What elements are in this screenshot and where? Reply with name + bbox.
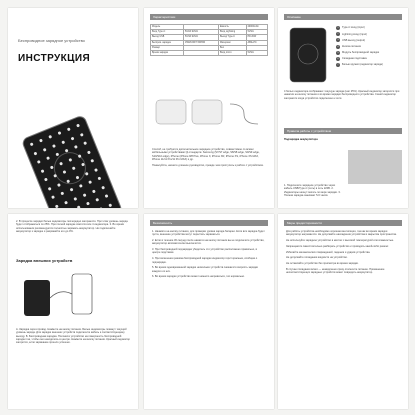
paragraph: Для работы устройства необходимо хорошая вентиляция, так как во время зарядки аккумулятор нагревается. Не допускайте нахождения устройства в закрытом пространстве. — [286, 230, 397, 237]
paragraph: 3. При беспроводной подзарядке убедитесь что устройство расположено правильно, в центре подставки. — [152, 248, 257, 255]
bank-dot — [70, 136, 74, 140]
paragraph: В случае попадания влаги — немедленно сразу отключите питание. Применение несоответствующих зарядных устройств может повредить аккумулятор. — [286, 268, 385, 275]
external-charging-heading: Зарядка внешних устройств — [16, 258, 73, 263]
cover-title: ИНСТРУКЦИЯ — [18, 53, 91, 64]
spec-cell: Модель — [151, 25, 184, 30]
part-number: 6 — [337, 57, 339, 60]
paragraph: 6. Во время зарядки устройство может немного нагреваться, это нормально. — [152, 275, 245, 279]
device-diagram — [284, 24, 332, 86]
bank-dot — [87, 150, 91, 154]
bank-dot — [60, 191, 64, 195]
bank-dot — [95, 198, 99, 202]
bank-dot — [88, 180, 92, 184]
charging-steps: 1. Подключите зарядное устройство через кабель USB/Type-C (сеть) в сеть 220В. 2. Индикаторы начнут мигать по мере зарядки. 3. Полная зарядка занимает 5-6 часов. — [284, 184, 341, 197]
part-number: 2 — [337, 33, 339, 36]
compatibility-paragraph: Способ, не требуется дополнительное зарядное устройство, совместимое со всеми мобильными устройствами Qi-стандарта: Samsung (S7/S7 edge, S8/S8 edge, S9/S9 edge, S10/S10 edge), iPhone (iPhone 8/8 Plus, iPhone X, iPhone XR, iPhone XS, iPhone XS MAX, iPhone 11/11 Pro/11 Pro MAX) и др. — [152, 148, 260, 161]
part-number: 5 — [337, 51, 339, 54]
bank-dot — [48, 135, 52, 139]
bank-dot — [101, 185, 105, 189]
wire-wireless-text: А. Зарядка через провод. Нажмите на кнопку питания. Белые индикаторы покажут текущий уровень заряда. Для зарядки внешних устройств подключите кабель к соответствующему выходу. Б. Беспроводная зарядка. Положите устройство на поверхность беспроводной зарядки так, чтобы оно находилось в центре. Нажмите на кнопку питания. Красный индикатор загорится, если заряжание прошло успешно. — [16, 328, 130, 345]
paragraph: 4. При включении режима беспроводной зарядки индикатор горит красным, сообщая о подзарядке. — [152, 257, 258, 264]
bank-dot — [51, 195, 55, 199]
charging-subheading: Подзарядка аккумулятора — [284, 138, 318, 141]
spec-cell: Время зарядки — [151, 50, 184, 55]
part-item — [336, 45, 406, 49]
spec-cell: 20000mAh — [246, 25, 267, 30]
spec-cell: Ёмкость — [219, 25, 247, 30]
specs-table — [150, 24, 268, 56]
bank-dot — [46, 156, 50, 160]
part-item — [336, 63, 406, 67]
description-page — [278, 8, 408, 208]
paragraph: 5. Во время одновременной зарядки нескольких устройств снижается скорость зарядки каждого из них. — [152, 266, 258, 273]
bank-dot — [108, 203, 112, 207]
indicators-text: 4 белых индикатора отображают текущую заряда (шаг 25%). Красный индикатор загорится при нажатии на кнопку питания и во время зарядки беспроводного устройства. Синий индикатор загорается когда устройство подключено к сети. — [284, 90, 400, 100]
spec-cell: 5V/2A 9V/2A — [183, 30, 218, 35]
bank-dot — [61, 140, 65, 144]
spec-row — [151, 50, 268, 55]
spec-cell: Вес — [219, 45, 247, 50]
bank-dot — [86, 202, 90, 206]
spec-cell: PD 20W — [246, 35, 267, 40]
safety-heading: Безопасность — [150, 220, 268, 226]
bank-dot — [92, 189, 96, 193]
spec-cell: 15W/10W/7.5W/5W — [183, 40, 218, 45]
paragraph: Не используйте зарядное устройство в местах с высокой температурой или влажностью. — [286, 239, 394, 243]
bank-dot — [64, 200, 68, 204]
part-label: Белые кружки (индикатор заряда) — [342, 63, 383, 67]
bank-dot — [76, 124, 80, 128]
part-item — [336, 51, 406, 55]
spec-cell: Беспров. зарядка — [151, 40, 184, 45]
bank-dot — [82, 193, 86, 197]
cable-illustration — [152, 96, 266, 128]
bank-dot — [90, 159, 94, 163]
spec-cell — [183, 50, 218, 55]
part-item — [336, 32, 406, 36]
part-number: 3 — [337, 39, 339, 42]
bank-dot — [79, 184, 83, 188]
part-number: 4 — [337, 45, 339, 48]
part-label: Складная подставка — [342, 57, 367, 61]
charging-photo — [348, 150, 402, 184]
spec-cell: ABS+PC — [246, 40, 267, 45]
part-number: 7 — [337, 64, 339, 67]
spec-cell: 5V/2A — [246, 30, 267, 35]
bank-dot — [33, 151, 37, 155]
part-label: Type-C вход (input) — [342, 26, 365, 30]
bank-dot — [80, 132, 84, 136]
spec-cell: Вход Type-C — [151, 30, 184, 35]
bank-dot — [52, 144, 56, 148]
bank-dot — [57, 183, 61, 187]
bank-dot — [105, 194, 109, 198]
spec-cell: Материал — [219, 40, 247, 45]
bank-dot — [44, 178, 48, 182]
part-label: Модуль беспроводной зарядки — [342, 51, 380, 55]
power-bank-illustration — [21, 114, 124, 208]
bank-dot — [30, 142, 34, 146]
cover-subtitle: Беспроводное зарядное устройство — [18, 38, 85, 43]
part-number: 1 — [337, 27, 339, 29]
bank-dot — [67, 127, 71, 131]
charging-text: 2. В процессе зарядки белые индикаторы поочередно загораются. При этом уровень заряда будет отображаться по 25%. При полной зарядке светятся все 4 индикатора. 3. Во время использования рекомендуется полностью заряжать аккумулятор. Не подключайте аккумулятор к зарядке и разряжайте его до 0%. — [16, 220, 128, 233]
bank-dot — [40, 169, 44, 173]
bank-dot — [77, 205, 81, 208]
paragraph: Не допускайте попадания жидкости на устройство. — [286, 256, 348, 260]
spec-cell: Вход Lightning — [219, 30, 247, 35]
bank-dot — [73, 197, 77, 201]
part-label: Lightning вход (input) — [342, 32, 367, 36]
usage-heading: Правила работы с устройством — [284, 128, 402, 134]
bank-dot — [99, 207, 103, 208]
bank-dot — [55, 204, 59, 208]
bank-dot — [58, 131, 62, 135]
part-item — [336, 26, 406, 30]
part-label: Кнопка питания — [342, 44, 361, 48]
bank-dot — [85, 171, 89, 175]
paragraph: Избегайте механических повреждений, падения и ударов устройства. — [286, 250, 371, 254]
part-label: USB выход (output) — [342, 38, 366, 42]
compatibility-text — [152, 148, 264, 169]
description-heading: Описание — [284, 14, 402, 20]
safety-list — [152, 230, 266, 281]
bank-dot — [70, 188, 74, 192]
bank-dot — [48, 186, 52, 190]
spec-cell: Размер — [151, 45, 184, 50]
safety-page — [144, 214, 274, 409]
spec-cell: 5V/3A 9V/2A — [183, 35, 218, 40]
cover-page — [8, 8, 138, 208]
spec-cell: 5V/2A — [246, 50, 267, 55]
precautions-heading: Меры предосторожности — [284, 220, 402, 226]
precautions-page — [278, 214, 408, 409]
paragraph: 2. Если в течение 30 секунд после нажатия на кнопку питания вы не подключите устройство, аккумулятор автоматически выключится. — [152, 239, 265, 246]
charging-page — [8, 214, 138, 409]
paragraph: Не оставляйте устройство без присмотра во время зарядки. — [286, 262, 359, 266]
bank-dot — [97, 176, 101, 180]
specs-page — [144, 8, 274, 208]
spec-cell: Выход USB — [151, 35, 184, 40]
specs-heading: Характеристики — [150, 14, 268, 20]
bank-dot — [94, 168, 98, 172]
bank-dot — [74, 145, 78, 149]
bank-dot — [83, 141, 87, 145]
paragraph: Запрещается самостоятельно разбирать устройство и проводить какой-либо ремонт. — [286, 244, 389, 248]
read-note: Пожалуйста, начните длинное руководство, прежде чем приступать к работе с устройством. — [152, 163, 264, 167]
external-charging-illustration — [16, 270, 130, 320]
bank-dot — [39, 139, 43, 143]
paragraph: 1. Нажмите на кнопку питания, для проверки уровня заряда батареи. Если вся зарядка будет пуста, внешние устройства могут перестать заряжаться. — [152, 230, 265, 237]
bank-dot — [37, 160, 41, 164]
part-item — [336, 38, 406, 42]
parts-list — [336, 26, 406, 69]
precautions-list — [286, 230, 400, 277]
bank-dot — [43, 147, 47, 151]
spec-cell: Выход Type-C — [219, 35, 247, 40]
part-item — [336, 57, 406, 61]
spec-cell: Вход micro — [219, 50, 247, 55]
